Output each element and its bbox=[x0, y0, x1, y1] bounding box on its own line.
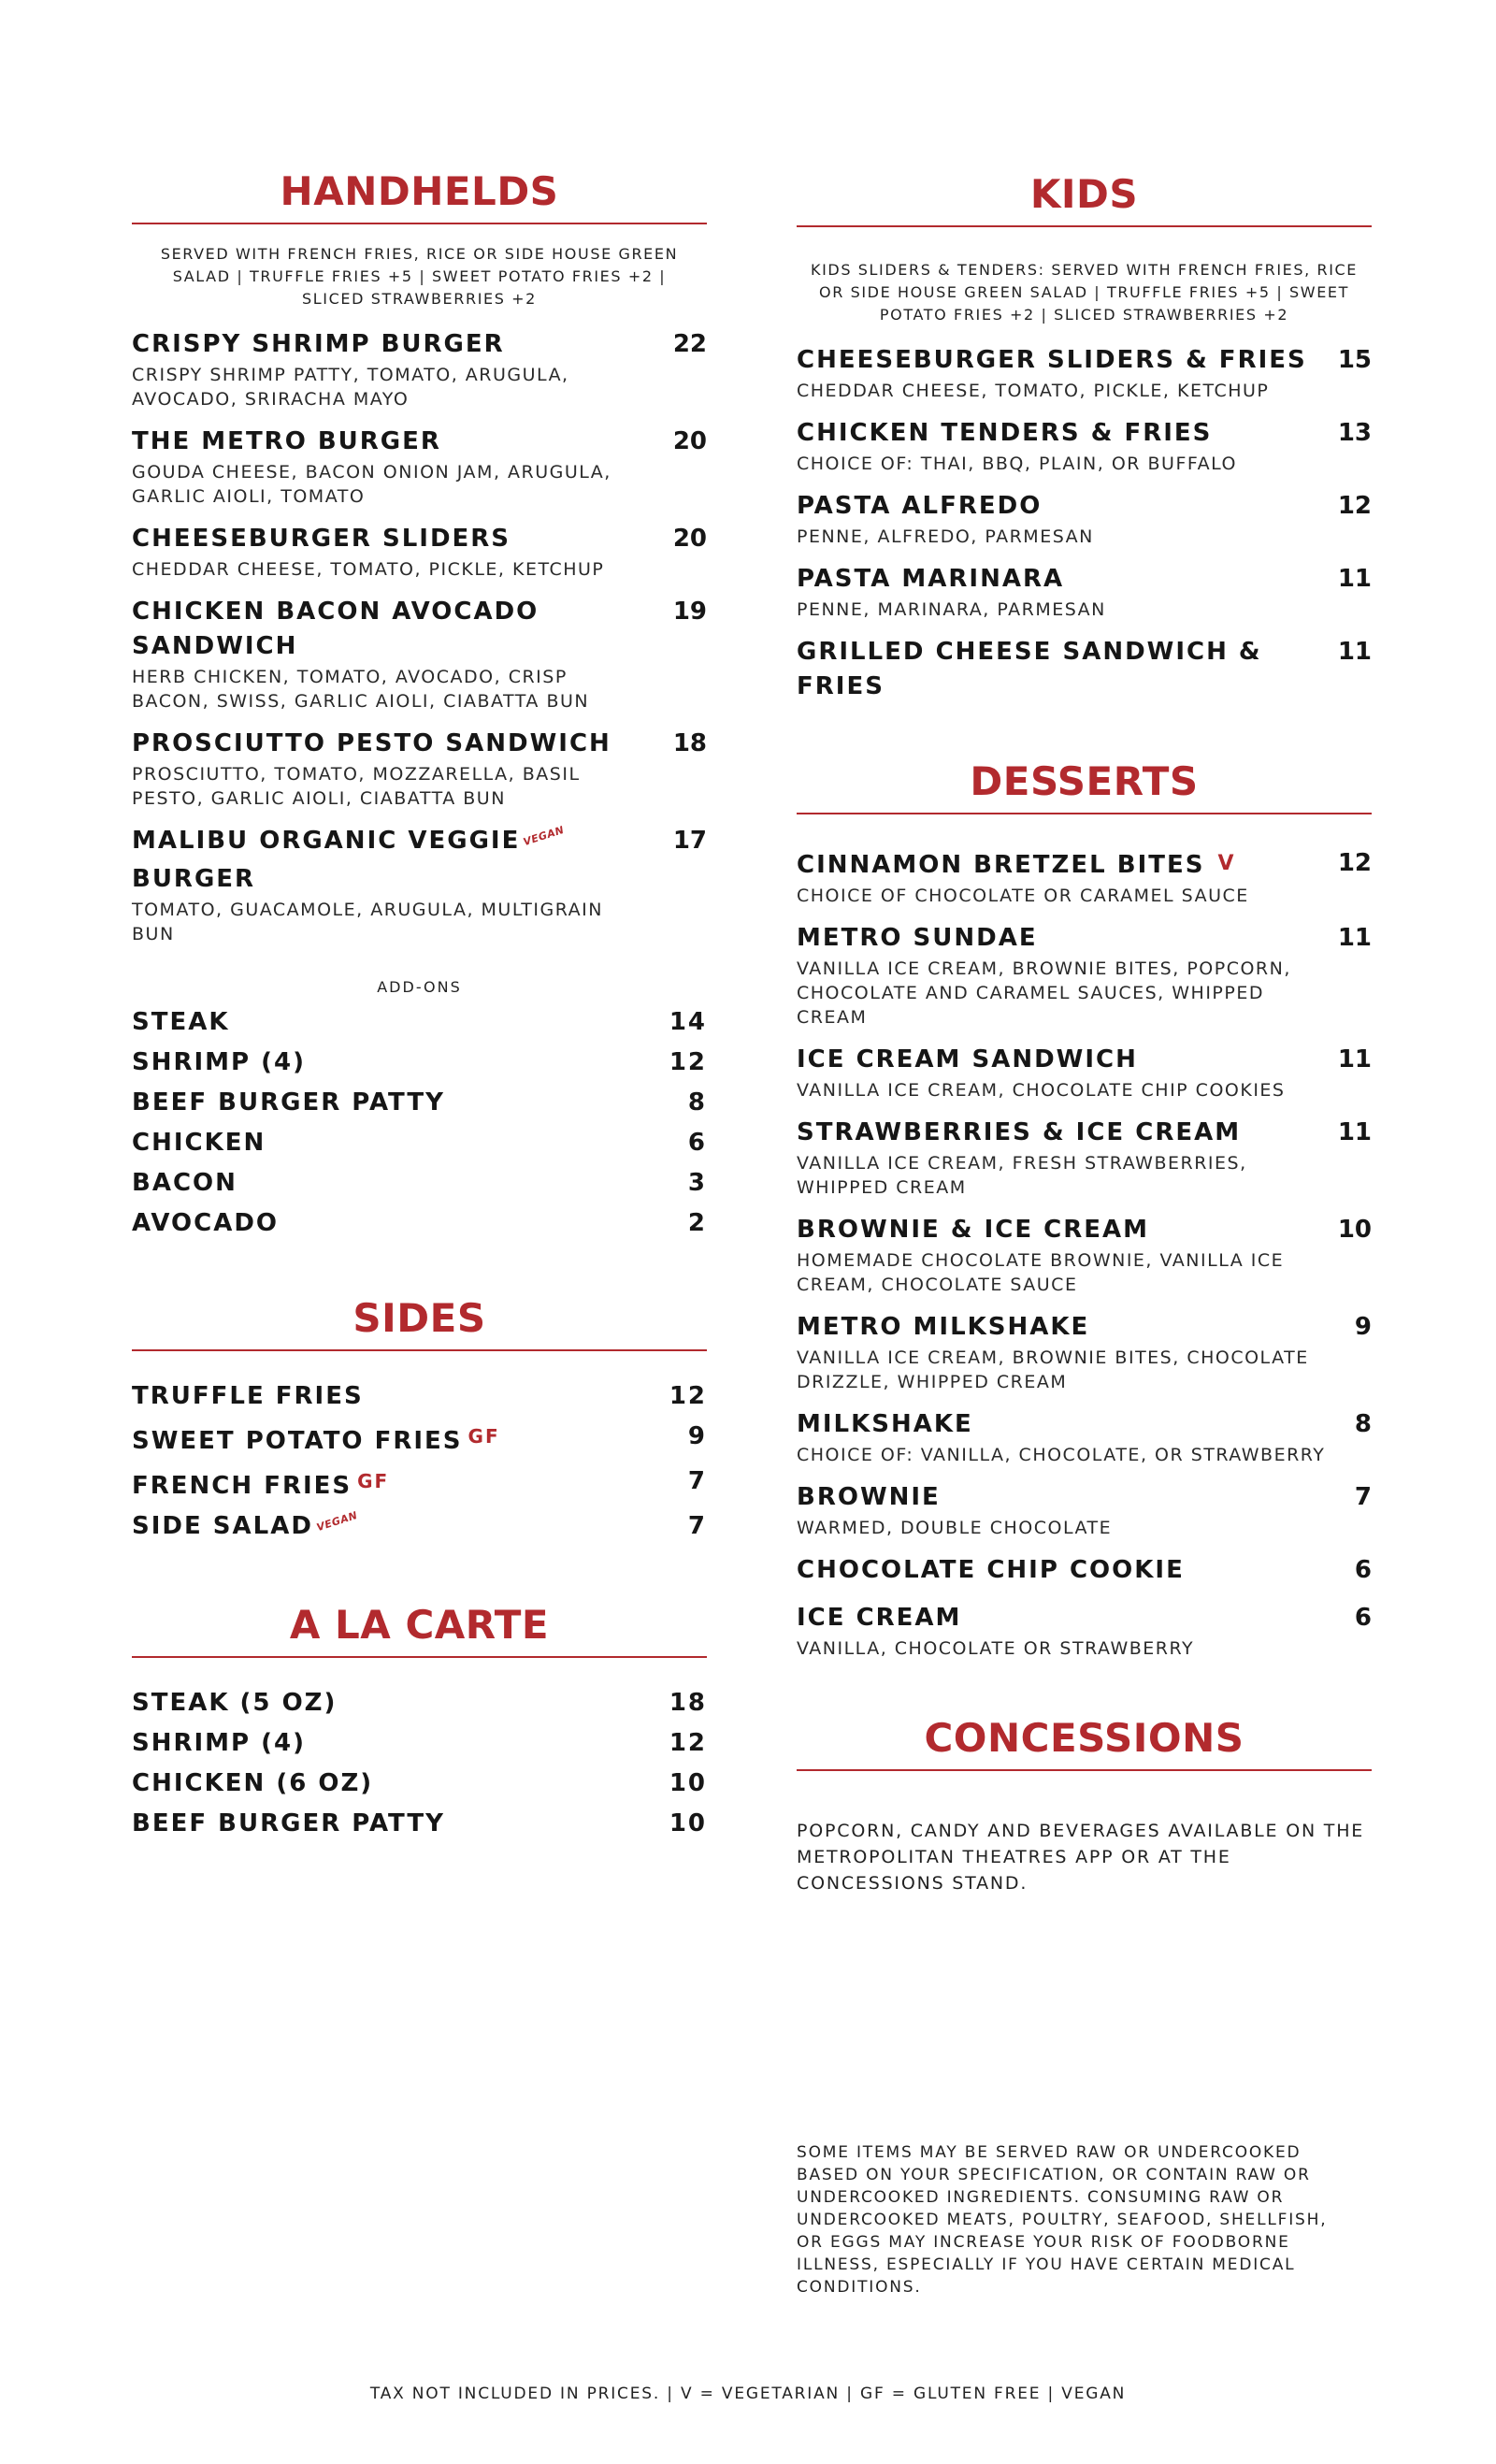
item-price: 7 bbox=[1354, 1483, 1372, 1511]
addon-item bbox=[132, 1045, 707, 1080]
addon-price: 2 bbox=[687, 1209, 707, 1237]
item-price: 20 bbox=[672, 427, 707, 455]
vegan-badge: VEGAN bbox=[314, 1508, 360, 1535]
item-name bbox=[132, 824, 645, 862]
menu-item bbox=[797, 1553, 1372, 1588]
menu-item bbox=[797, 343, 1372, 403]
addon-item bbox=[132, 1005, 707, 1040]
item-price: 6 bbox=[1354, 1556, 1372, 1584]
item-price: 18 bbox=[672, 729, 707, 757]
section-divider bbox=[132, 1656, 707, 1658]
menu-item bbox=[797, 1601, 1372, 1661]
a-la-carte-item bbox=[132, 1686, 707, 1721]
item-description: CRISPY SHRIMP PATTY, TOMATO, ARUGULA, AVOCADO, SRIRACHA MAYO bbox=[132, 365, 569, 410]
side-item bbox=[132, 1509, 707, 1548]
item-name: CHEESEBURGER SLIDERS bbox=[132, 525, 511, 553]
addon-item bbox=[132, 1206, 707, 1241]
menu-item bbox=[797, 1043, 1372, 1102]
item-price: 13 bbox=[1337, 419, 1372, 447]
section-note: KIDS SLIDERS & TENDERS: SERVED WITH FRENCH FRIES, RICE OR SIDE HOUSE GREEN SALAD | TRUFFLE FRIES +5 | SWEET POTATO FRIES +2 | SLICED STRAWBERRIES +2 bbox=[810, 261, 1359, 324]
item-name-text: CINNAMON BRETZEL BITES bbox=[797, 851, 1205, 879]
handhelds-section bbox=[132, 168, 707, 1241]
a-la-carte-name: BEEF BURGER PATTY bbox=[132, 1809, 445, 1837]
item-name: THE METRO BURGER bbox=[132, 427, 441, 455]
item-name-text: MALIBU ORGANIC VEGGIE bbox=[132, 827, 521, 855]
a-la-carte-item bbox=[132, 1726, 707, 1761]
item-description: TOMATO, GUACAMOLE, ARUGULA, MULTIGRAIN BUN bbox=[132, 900, 603, 944]
addon-name: BEEF BURGER PATTY bbox=[132, 1088, 445, 1117]
menu-item bbox=[797, 1116, 1372, 1200]
item-description: PENNE, ALFREDO, PARMESAN bbox=[797, 526, 1094, 547]
section-divider bbox=[797, 225, 1372, 227]
item-name: BROWNIE bbox=[797, 1483, 941, 1511]
item-name bbox=[797, 846, 1310, 883]
item-description: VANILLA ICE CREAM, BROWNIE BITES, POPCORN, CHOCOLATE AND CARAMEL SAUCES, WHIPPED CREAM bbox=[797, 958, 1291, 1028]
menu-item bbox=[797, 489, 1372, 549]
side-name: SIDE SALAD bbox=[132, 1512, 313, 1540]
item-name: METRO SUNDAE bbox=[797, 924, 1038, 952]
item-description: HERB CHICKEN, TOMATO, AVOCADO, CRISP BACON, SWISS, GARLIC AIOLI, CIABATTA BUN bbox=[132, 667, 590, 712]
item-price: 15 bbox=[1337, 346, 1372, 374]
item-description: CHEDDAR CHEESE, TOMATO, PICKLE, KETCHUP bbox=[132, 559, 605, 580]
item-price: 9 bbox=[1354, 1313, 1372, 1341]
menu-item bbox=[797, 1480, 1372, 1540]
item-price: 11 bbox=[1337, 924, 1372, 952]
side-price: 9 bbox=[687, 1422, 707, 1450]
concessions-section bbox=[797, 1715, 1372, 1896]
item-name: PASTA ALFREDO bbox=[797, 492, 1043, 520]
sides-section bbox=[132, 1295, 707, 1548]
a-la-carte-price: 10 bbox=[669, 1769, 707, 1797]
item-name: STRAWBERRIES & ICE CREAM bbox=[797, 1118, 1242, 1146]
menu-item bbox=[797, 416, 1372, 476]
addon-price: 6 bbox=[687, 1129, 707, 1157]
side-price: 7 bbox=[687, 1512, 707, 1540]
a-la-carte-section bbox=[132, 1602, 707, 1841]
section-title: DESSERTS bbox=[970, 758, 1199, 804]
addon-item bbox=[132, 1126, 707, 1160]
addons-title: ADD-ONS bbox=[377, 978, 462, 996]
vegetarian-badge: V bbox=[1217, 852, 1236, 875]
item-description: CHEDDAR CHEESE, TOMATO, PICKLE, KETCHUP bbox=[797, 381, 1270, 401]
menu-item-list bbox=[797, 343, 1372, 704]
sides-list bbox=[132, 1379, 707, 1548]
gluten-free-badge: GF bbox=[357, 1470, 390, 1492]
item-description: VANILLA ICE CREAM, CHOCOLATE CHIP COOKIES bbox=[797, 1080, 1286, 1101]
item-description: PROSCIUTTO, TOMATO, MOZZARELLA, BASIL PESTO, GARLIC AIOLI, CIABATTA BUN bbox=[132, 764, 581, 809]
item-name: CHICKEN TENDERS & FRIES bbox=[797, 419, 1213, 447]
item-name: METRO MILKSHAKE bbox=[797, 1313, 1090, 1341]
menu-item bbox=[132, 824, 707, 946]
menu-item bbox=[797, 1213, 1372, 1297]
section-title: KIDS bbox=[1029, 171, 1139, 217]
section-divider bbox=[797, 1769, 1372, 1771]
a-la-carte-price: 12 bbox=[669, 1729, 707, 1757]
item-price: 11 bbox=[1337, 1045, 1372, 1073]
food-safety-disclaimer: SOME ITEMS MAY BE SERVED RAW OR UNDERCOOKED BASED ON YOUR SPECIFICATION, OR CONTAIN RAW OR UNDERCOOKED INGREDIENTS. CONSUMING RAW OR UNDERCOOKED MEATS, POULTRY, SEAFOOD, SHELLFISH, OR EGGS MAY INCREASE YOUR RISK OF FOODBORNE ILLNESS, ESPECIALLY IF YOU HAVE CERTAIN MEDICAL CONDITIONS. bbox=[797, 2143, 1328, 2297]
a-la-carte-price: 10 bbox=[669, 1809, 707, 1837]
item-name: BROWNIE & ICE CREAM bbox=[797, 1216, 1150, 1244]
item-price: 6 bbox=[1354, 1604, 1372, 1632]
item-description: HOMEMADE CHOCOLATE BROWNIE, VANILLA ICE CREAM, CHOCOLATE SAUCE bbox=[797, 1250, 1285, 1295]
item-name-continued: BURGER bbox=[132, 865, 256, 893]
vegan-badge: VEGAN bbox=[522, 823, 567, 849]
side-name: TRUFFLE FRIES bbox=[132, 1382, 364, 1410]
item-description: VANILLA ICE CREAM, FRESH STRAWBERRIES, WHIPPED CREAM bbox=[797, 1153, 1247, 1198]
item-name: CHOCOLATE CHIP COOKIE bbox=[797, 1556, 1185, 1584]
desserts-section bbox=[797, 758, 1372, 1661]
item-name: GRILLED CHEESE SANDWICH & FRIES bbox=[797, 638, 1262, 700]
menu-item bbox=[132, 727, 707, 811]
item-description: GOUDA CHEESE, BACON ONION JAM, ARUGULA, GARLIC AIOLI, TOMATO bbox=[132, 462, 611, 507]
menu-item bbox=[132, 595, 707, 713]
a-la-carte-name: STEAK (5 OZ) bbox=[132, 1689, 338, 1717]
addon-list bbox=[132, 1005, 707, 1241]
right-column bbox=[797, 171, 1372, 1951]
item-name: ICE CREAM bbox=[797, 1604, 962, 1632]
addon-name: SHRIMP (4) bbox=[132, 1048, 307, 1076]
a-la-carte-list bbox=[132, 1686, 707, 1841]
item-price: 10 bbox=[1337, 1216, 1372, 1244]
a-la-carte-price: 18 bbox=[669, 1689, 707, 1717]
kids-section bbox=[797, 171, 1372, 704]
menu-item bbox=[797, 1407, 1372, 1467]
section-title: HANDHELDS bbox=[280, 168, 559, 214]
addon-name: BACON bbox=[132, 1169, 237, 1197]
addon-item bbox=[132, 1086, 707, 1120]
left-column bbox=[132, 168, 707, 1895]
item-description: VANILLA ICE CREAM, BROWNIE BITES, CHOCOLATE DRIZZLE, WHIPPED CREAM bbox=[797, 1347, 1309, 1392]
side-name: FRENCH FRIES bbox=[132, 1472, 352, 1500]
addon-price: 12 bbox=[669, 1048, 707, 1076]
item-description: WARMED, DOUBLE CHOCOLATE bbox=[797, 1518, 1113, 1538]
side-item bbox=[132, 1464, 707, 1504]
item-description: CHOICE OF CHOCOLATE OR CARAMEL SAUCE bbox=[797, 886, 1249, 906]
item-price: 19 bbox=[672, 598, 707, 626]
item-price: 22 bbox=[672, 330, 707, 358]
item-description: PENNE, MARINARA, PARMESAN bbox=[797, 599, 1106, 620]
item-price: 8 bbox=[1354, 1410, 1372, 1438]
menu-item-list bbox=[797, 846, 1372, 1661]
a-la-carte-item bbox=[132, 1766, 707, 1801]
a-la-carte-name: SHRIMP (4) bbox=[132, 1729, 307, 1757]
item-name: CRISPY SHRIMP BURGER bbox=[132, 330, 505, 358]
menu-item bbox=[132, 522, 707, 582]
addon-name: AVOCADO bbox=[132, 1209, 280, 1237]
item-name: PROSCIUTTO PESTO SANDWICH bbox=[132, 729, 611, 757]
menu-item bbox=[797, 635, 1372, 704]
menu-item-list bbox=[132, 327, 707, 946]
addon-name: CHICKEN bbox=[132, 1129, 266, 1157]
addon-item bbox=[132, 1166, 707, 1201]
menu-item bbox=[797, 1310, 1372, 1394]
item-description: CHOICE OF: VANILLA, CHOCOLATE, OR STRAWBERRY bbox=[797, 1445, 1326, 1465]
section-divider bbox=[797, 813, 1372, 814]
concessions-text: POPCORN, CANDY AND BEVERAGES AVAILABLE ON THE METROPOLITAN THEATRES APP OR AT THE CONCESSIONS STAND. bbox=[797, 1821, 1365, 1894]
addon-name: STEAK bbox=[132, 1008, 230, 1036]
side-price: 7 bbox=[687, 1467, 707, 1495]
item-price: 11 bbox=[1337, 638, 1372, 666]
item-price: 12 bbox=[1337, 492, 1372, 520]
menu-item bbox=[132, 327, 707, 411]
item-description: CHOICE OF: THAI, BBQ, PLAIN, OR BUFFALO bbox=[797, 454, 1237, 474]
menu-item bbox=[797, 921, 1372, 1030]
side-price: 12 bbox=[669, 1382, 707, 1410]
addon-price: 14 bbox=[669, 1008, 707, 1036]
section-title: SIDES bbox=[352, 1295, 486, 1341]
section-note: SERVED WITH FRENCH FRIES, RICE OR SIDE HOUSE GREEN SALAD | TRUFFLE FRIES +5 | SWEET POTATO FRIES +2 | SLICED STRAWBERRIES +2 bbox=[160, 245, 679, 308]
a-la-carte-name: CHICKEN (6 OZ) bbox=[132, 1769, 374, 1797]
side-item bbox=[132, 1379, 707, 1414]
section-divider bbox=[132, 1349, 707, 1351]
menu-item bbox=[132, 425, 707, 509]
item-name: MILKSHAKE bbox=[797, 1410, 973, 1438]
a-la-carte-item bbox=[132, 1807, 707, 1841]
gluten-free-badge: GF bbox=[468, 1425, 500, 1448]
item-name: CHICKEN BACON AVOCADO SANDWICH bbox=[132, 598, 539, 660]
item-price: 20 bbox=[672, 525, 707, 553]
item-price: 11 bbox=[1337, 1118, 1372, 1146]
item-name: CHEESEBURGER SLIDERS & FRIES bbox=[797, 346, 1307, 374]
item-name: ICE CREAM SANDWICH bbox=[797, 1045, 1138, 1073]
addon-price: 8 bbox=[687, 1088, 707, 1117]
item-name: PASTA MARINARA bbox=[797, 565, 1065, 593]
item-price: 11 bbox=[1337, 565, 1372, 593]
menu-item bbox=[797, 846, 1372, 908]
menu-item bbox=[797, 562, 1372, 622]
item-price: 12 bbox=[1337, 849, 1372, 877]
footer-legend: TAX NOT INCLUDED IN PRICES. | V = VEGETARIAN | GF = GLUTEN FREE | VEGAN bbox=[369, 2385, 1127, 2403]
addon-price: 3 bbox=[687, 1169, 707, 1197]
section-title: A LA CARTE bbox=[289, 1602, 550, 1648]
item-description: VANILLA, CHOCOLATE OR STRAWBERRY bbox=[797, 1638, 1195, 1659]
side-name: SWEET POTATO FRIES bbox=[132, 1427, 463, 1455]
section-title: CONCESSIONS bbox=[924, 1715, 1244, 1761]
item-price: 17 bbox=[672, 827, 707, 855]
section-divider bbox=[132, 223, 707, 224]
side-item bbox=[132, 1419, 707, 1459]
